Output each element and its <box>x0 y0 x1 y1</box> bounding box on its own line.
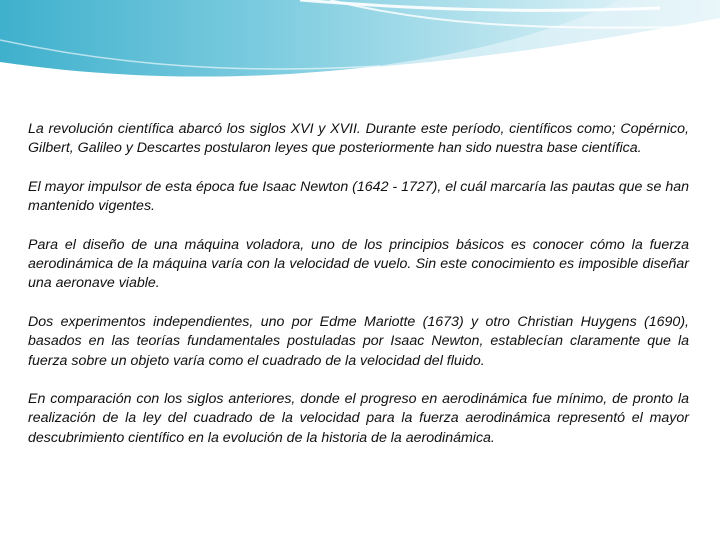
paragraph-4: Dos experimentos independientes, uno por Edme Mariotte (1673) y otro Christian Huygens (1690), basados en las teorías fundamentales postuladas por Isaac Newton, establecían claramente que la fuerza sobre un objeto varía como el cuadrado de la velocidad del fluido. <box>28 313 689 369</box>
paragraph-3: Para el diseño de una máquina voladora, uno de los principios básicos es conocer cómo la fuerza aerodinámica de la máquina varía con la velocidad de vuelo. Sin este conocimiento es imposible diseñar una aeronave viable. <box>28 236 689 292</box>
main-text <box>28 120 689 467</box>
paragraph-1: La revolución científica abarcó los siglos XVI y XVII. Durante este período, científicos como; Copérnico, Gilbert, Galileo y Descartes postularon leyes que posteriormente han sido nuestra base científica. <box>28 121 689 157</box>
paragraph-5: En comparación con los siglos anteriores, donde el progreso en aerodinámica fue mínimo, de pronto la realización de la ley del cuadrado de la velocidad para la fuerza aerodinámica representó el mayor descubrimiento científico en la evolución de la historia de la aerodinámica. <box>28 391 689 446</box>
paragraph-2: El mayor impulsor de esta época fue Isaac Newton (1642 - 1727), el cuál marcaría las pautas que se han mantenido vigentes. <box>28 178 689 215</box>
header-wave-decoration <box>0 0 720 110</box>
